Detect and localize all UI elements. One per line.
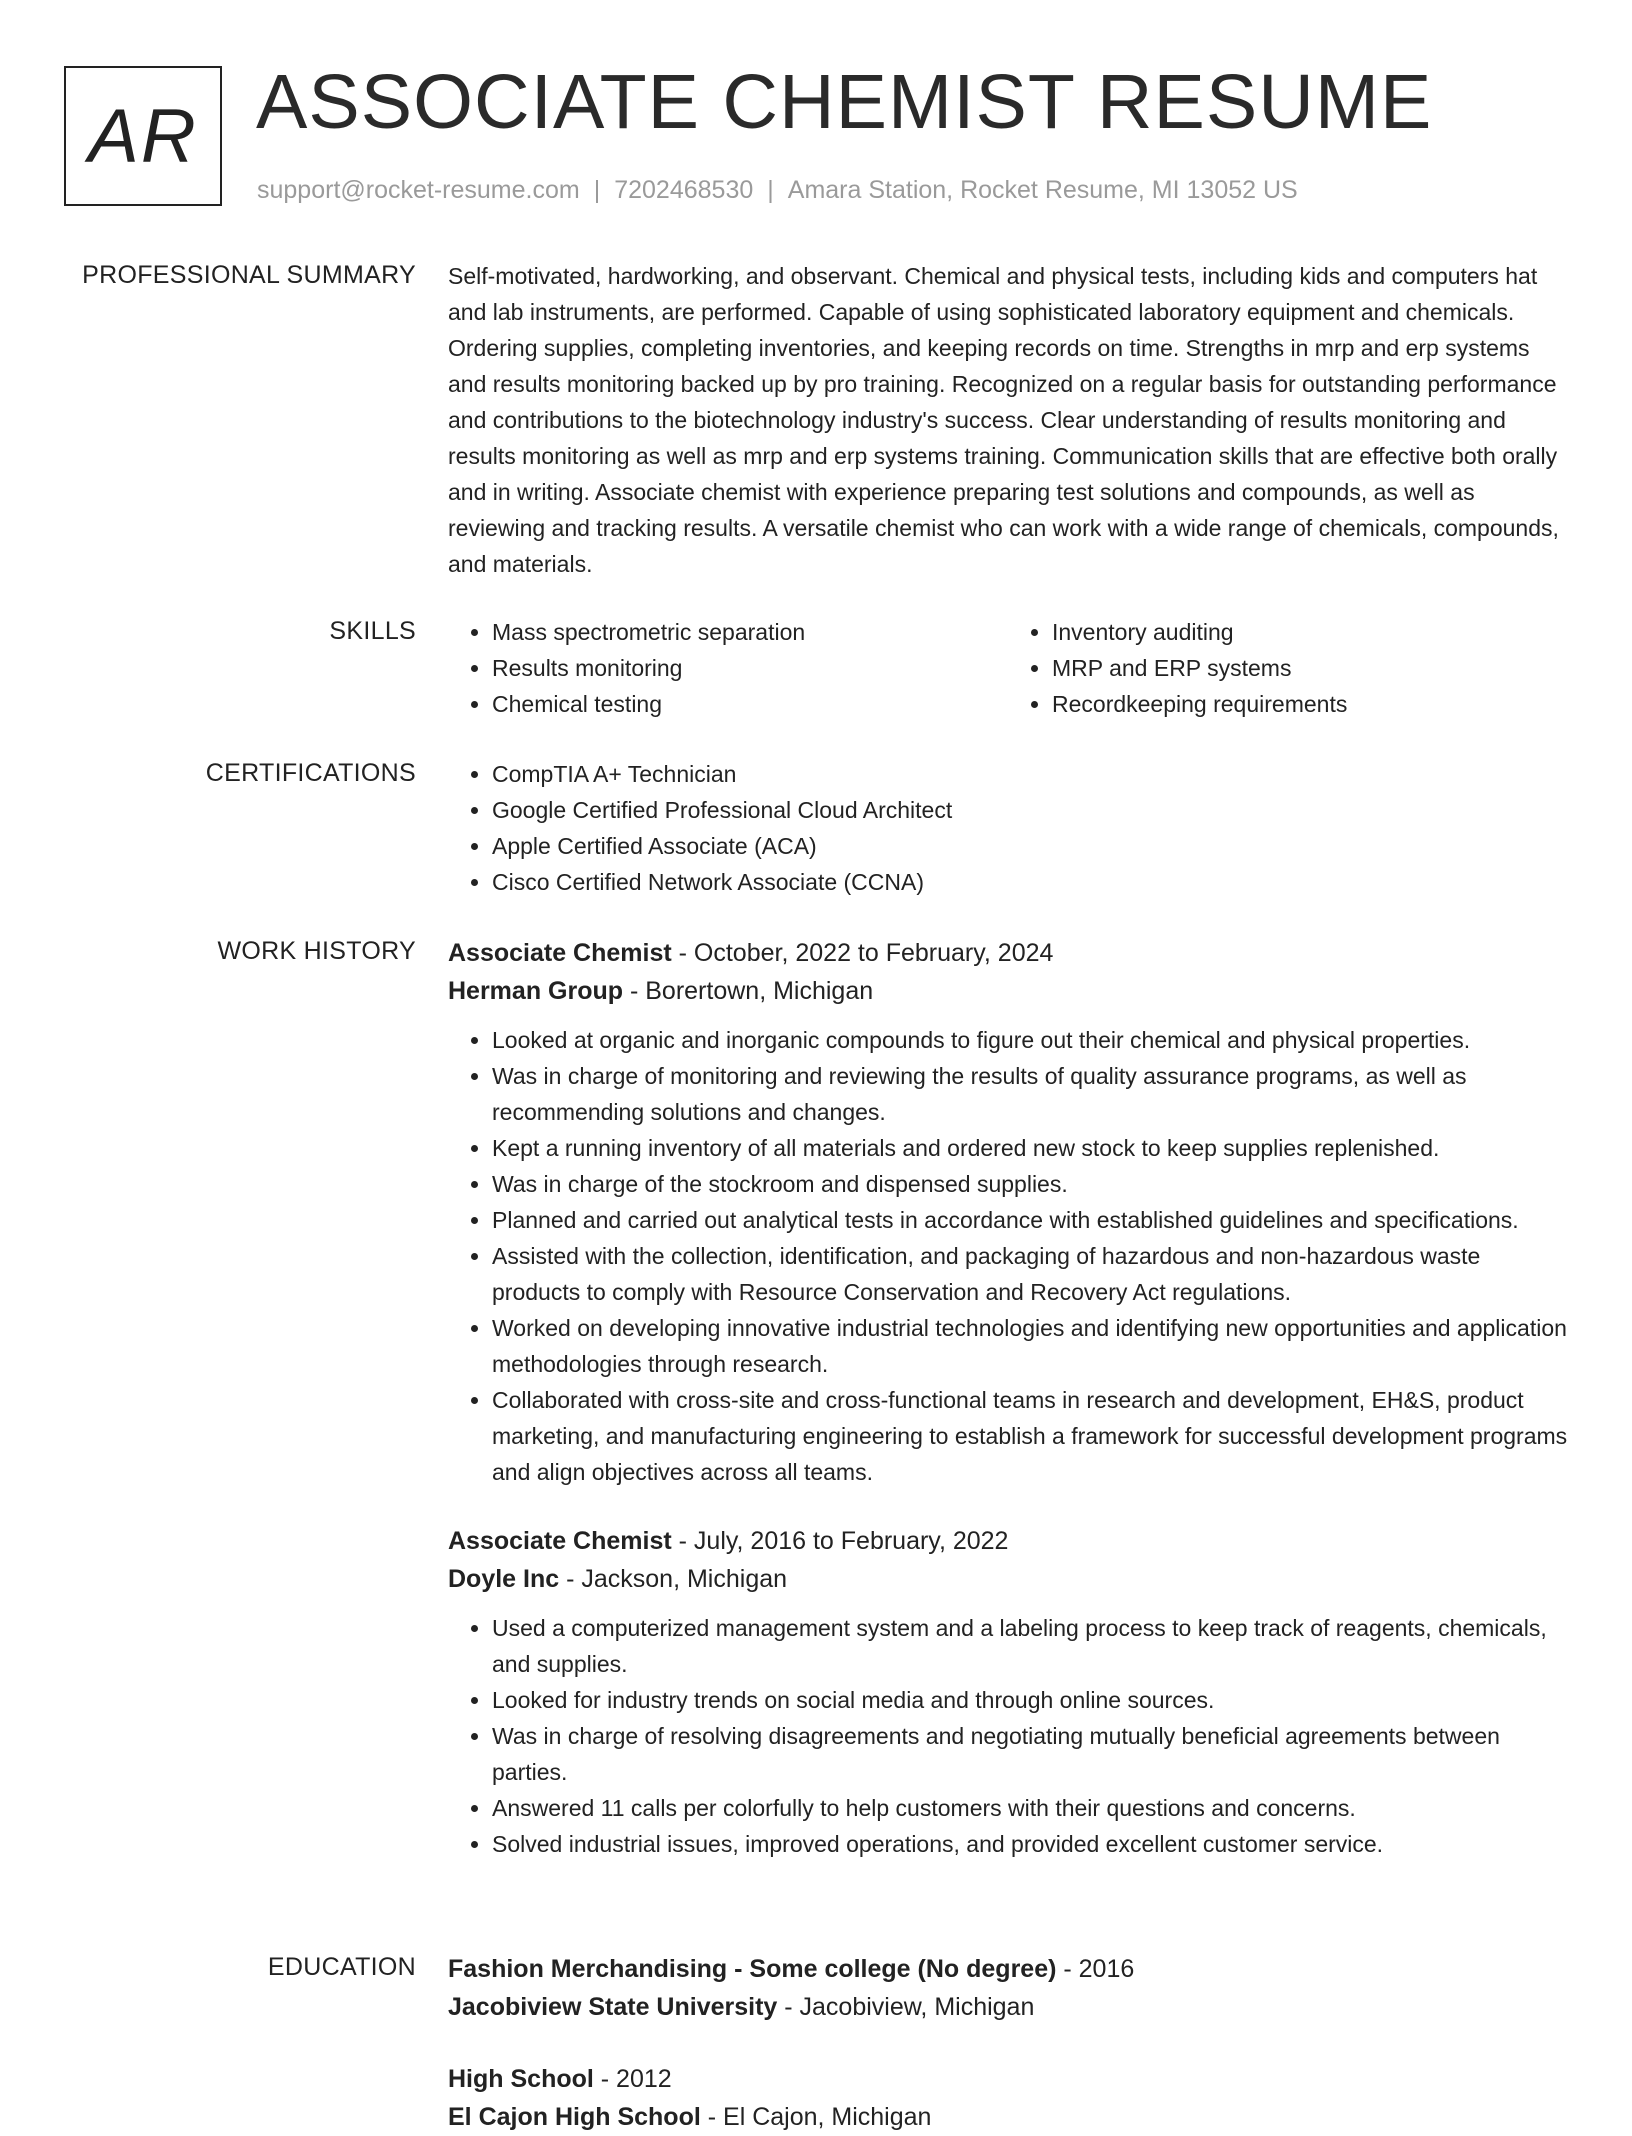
education-entry bbox=[448, 2060, 1568, 2136]
degree-line bbox=[448, 2060, 1568, 2098]
company-location: - Borertown, Michigan bbox=[623, 977, 874, 1005]
certification-item: • Apple Certified Associate (ACA) bbox=[492, 828, 1568, 864]
job-bullet: • Looked at organic and inorganic compounds to figure out their chemical and physical properties. bbox=[492, 1022, 1568, 1058]
job-bullet: • Answered 11 calls per colorfully to help customers with their questions and concerns. bbox=[492, 1790, 1568, 1826]
school-line bbox=[448, 1988, 1568, 2026]
job-bullet: • Assisted with the collection, identification, and packaging of hazardous and non-hazardous waste products to comply with Resource Conservation and Recovery Act regulations. bbox=[492, 1238, 1568, 1310]
job-title: Associate Chemist bbox=[448, 1527, 672, 1555]
summary-text: Self-motivated, hardworking, and observant. Chemical and physical tests, including kids and computers hat and lab instruments, are performed. Capable of using sophisticated laboratory equipment and chemicals. Ordering supplies, completing inventories, and keeping records on time. Strengths in mrp and erp systems and results monitoring backed up by pro training. Recognized on a regular basis for outstanding performance and contributions to the biotechnology industry's success. Clear understanding of results monitoring and results monitoring as well as mrp and erp systems training. Communication skills that are effective both orally and in writing. Associate chemist with experience preparing test solutions and compounds, as well as reviewing and tracking results. A versatile chemist who can work with a wide range of chemicals, compounds, and materials. bbox=[448, 263, 1559, 577]
job-bullet: • Planned and carried out analytical tests in accordance with established guidelines and specifications. bbox=[492, 1202, 1568, 1238]
job-bullet: • Used a computerized management system and a labeling process to keep track of reagents, chemicals, and supplies. bbox=[492, 1610, 1568, 1682]
certification-item: • Google Certified Professional Cloud Architect bbox=[492, 792, 1568, 828]
degree-line bbox=[448, 1950, 1568, 1988]
skill-item: • Inventory auditing bbox=[1052, 614, 1568, 650]
graduation-year: - 2012 bbox=[593, 2065, 672, 2093]
graduation-year: - 2016 bbox=[1056, 1955, 1135, 1983]
separator: | bbox=[767, 176, 774, 204]
company-line bbox=[448, 972, 1568, 1010]
job-bullet: • Solved industrial issues, improved operations, and provided excellent customer service. bbox=[492, 1826, 1568, 1862]
job-entry bbox=[448, 1522, 1568, 1862]
section-label-work-history: WORK HISTORY bbox=[217, 937, 416, 965]
education-entry bbox=[448, 1950, 1568, 2026]
job-bullet: • Was in charge of resolving disagreements and negotiating mutually beneficial agreements between parties. bbox=[492, 1718, 1568, 1790]
job-bullet: • Looked for industry trends on social media and through online sources. bbox=[492, 1682, 1568, 1718]
certification-item: • Cisco Certified Network Associate (CCNA) bbox=[492, 864, 1568, 900]
email-link[interactable]: support@rocket-resume.com bbox=[257, 176, 580, 204]
job-bullets bbox=[448, 1610, 1568, 1862]
certifications-list bbox=[448, 756, 1568, 900]
job-title: Associate Chemist bbox=[448, 939, 672, 967]
address: Amara Station, Rocket Resume, MI 13052 US bbox=[787, 176, 1298, 204]
skill-item: • Mass spectrometric separation bbox=[492, 614, 1008, 650]
job-dates: - October, 2022 to February, 2024 bbox=[671, 939, 1054, 967]
skill-item: • MRP and ERP systems bbox=[1052, 650, 1568, 686]
school-location: - El Cajon, Michigan bbox=[700, 2103, 932, 2131]
job-bullet: • Worked on developing innovative industrial technologies and identifying new opportunities and application methodologies through research. bbox=[492, 1310, 1568, 1382]
job-entry bbox=[448, 934, 1568, 1490]
school-name: Jacobiview State University bbox=[448, 1993, 778, 2021]
section-label-certifications: CERTIFICATIONS bbox=[205, 759, 416, 787]
school-location: - Jacobiview, Michigan bbox=[777, 1993, 1035, 2021]
skill-item: • Recordkeeping requirements bbox=[1052, 686, 1568, 722]
section-label-education: EDUCATION bbox=[267, 1953, 416, 1981]
section-label-skills: SKILLS bbox=[329, 617, 416, 645]
degree: High School bbox=[448, 2065, 594, 2093]
company-name: Doyle Inc bbox=[448, 1565, 560, 1593]
school-line bbox=[448, 2098, 1568, 2136]
job-bullets bbox=[448, 1022, 1568, 1490]
job-title-line bbox=[448, 934, 1568, 972]
certification-item: • CompTIA A+ Technician bbox=[492, 756, 1568, 792]
skill-item: • Chemical testing bbox=[492, 686, 1008, 722]
company-line bbox=[448, 1560, 1568, 1598]
job-bullet: • Collaborated with cross-site and cross-functional teams in research and development, EH&S, product marketing, and manufacturing engineering to establish a framework for successful development programs and align objectives across all teams. bbox=[492, 1382, 1568, 1490]
job-bullet: • Was in charge of monitoring and reviewing the results of quality assurance programs, as well as recommending solutions and changes. bbox=[492, 1058, 1568, 1130]
initials-monogram: AR bbox=[64, 66, 222, 206]
skill-item: • Results monitoring bbox=[492, 650, 1008, 686]
company-name: Herman Group bbox=[448, 977, 624, 1005]
job-bullet: • Kept a running inventory of all materials and ordered new stock to keep supplies replenished. bbox=[492, 1130, 1568, 1166]
skills-list bbox=[448, 614, 1568, 722]
job-title-line bbox=[448, 1522, 1568, 1560]
school-name: El Cajon High School bbox=[448, 2103, 701, 2131]
separator: | bbox=[593, 176, 601, 204]
job-dates: - July, 2016 to February, 2022 bbox=[671, 1527, 1009, 1555]
degree: Fashion Merchandising - Some college (No degree) bbox=[448, 1955, 1057, 1983]
company-location: - Jackson, Michigan bbox=[559, 1565, 788, 1593]
resume-title: ASSOCIATE CHEMIST RESUME bbox=[256, 59, 1433, 145]
job-bullet: • Was in charge of the stockroom and dispensed supplies. bbox=[492, 1166, 1568, 1202]
section-label-summary: PROFESSIONAL SUMMARY bbox=[82, 261, 416, 289]
phone-number: 7202468530 bbox=[614, 176, 754, 204]
contact-line bbox=[257, 174, 1298, 206]
